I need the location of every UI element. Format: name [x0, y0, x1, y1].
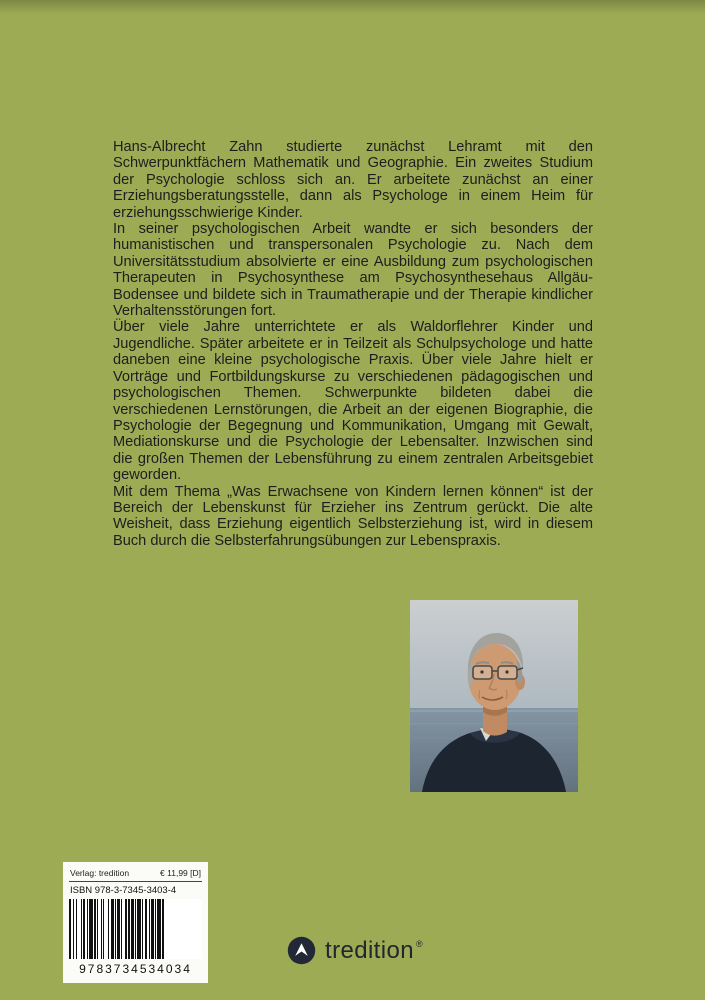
publisher-wordmark: tredition — [325, 936, 414, 964]
author-biography — [113, 139, 593, 549]
barcode-bars — [69, 899, 202, 959]
publisher-logo — [287, 936, 423, 965]
publisher-price-row — [69, 867, 202, 882]
publisher-label: Verlag: tredition — [70, 868, 130, 878]
author-portrait-illustration — [410, 600, 578, 792]
barcode-panel — [63, 862, 208, 983]
tredition-logo-icon — [287, 936, 316, 965]
price-label: € 11,99 [D] — [160, 868, 201, 878]
isbn-label: ISBN 978-3-7345-3403-4 — [70, 885, 177, 896]
bio-paragraph-1: Hans-Albrecht Zahn studierte zunächst Lehramt mit den Schwerpunktfächern Mathematik und Geographie. Ein zweites Studium der Psychologie schloss sich an. Er arbeitete zunächst an einer Erziehungsberatungsstelle, dann als Psychologe in einem Heim für erziehungsschwierige Kinder. — [113, 139, 593, 221]
barcode-number: 9783734534034 — [79, 962, 192, 976]
bio-paragraph-4: Mit dem Thema „Was Erwachsene von Kindern lernen können“ ist der Bereich der Lebenskunst für Erzieher ins Zentrum gerückt. Die alte Weisheit, dass Erziehung eigentlich Selbsterziehung ist, wird in diesem Buch durch die Selbsterfahrungsübungen zur Lebenspraxis. — [113, 483, 593, 549]
bio-paragraph-2: In seiner psychologischen Arbeit wandte er sich besonders der humanistischen und transpersonalen Psychologie zu. Nach dem Universitätsstudium absolvierte er eine Ausbildung zum psychologischen Therapeuten in Psychosynthese am Psychosynthesehaus Allgäu-Bodensee und bildete sich in Traumatherapie und der Therapie kindlicher Verhaltensstörungen fort. — [113, 221, 593, 320]
top-edge-shadow — [0, 0, 705, 14]
author-photo — [410, 600, 578, 792]
bio-paragraph-3: Über viele Jahre unterrichtete er als Waldorflehrer Kinder und Jugendliche. Später arbeitete er in Teilzeit als Schulpsychologe und hatte daneben eine kleine psychologische Praxis. Über viele Jahre hielt er Vorträge und Fortbildungskurse zu verschiedenen pädagogischen und psychologischen Themen. Schwerpunkte bildeten dabei die verschiedenen Lernstörungen, die Arbeit an der eigenen Biographie, die Psychologie der Begegnung und Kommunikation, Umgang mit Gewalt, Mediationskurse und die Psychologie der Lebensalter. Inzwischen sind die großen Themen der Lebensführung zu einem zentralen Arbeitsgebiet geworden. — [113, 319, 593, 484]
registered-trademark-symbol: ® — [415, 939, 423, 949]
